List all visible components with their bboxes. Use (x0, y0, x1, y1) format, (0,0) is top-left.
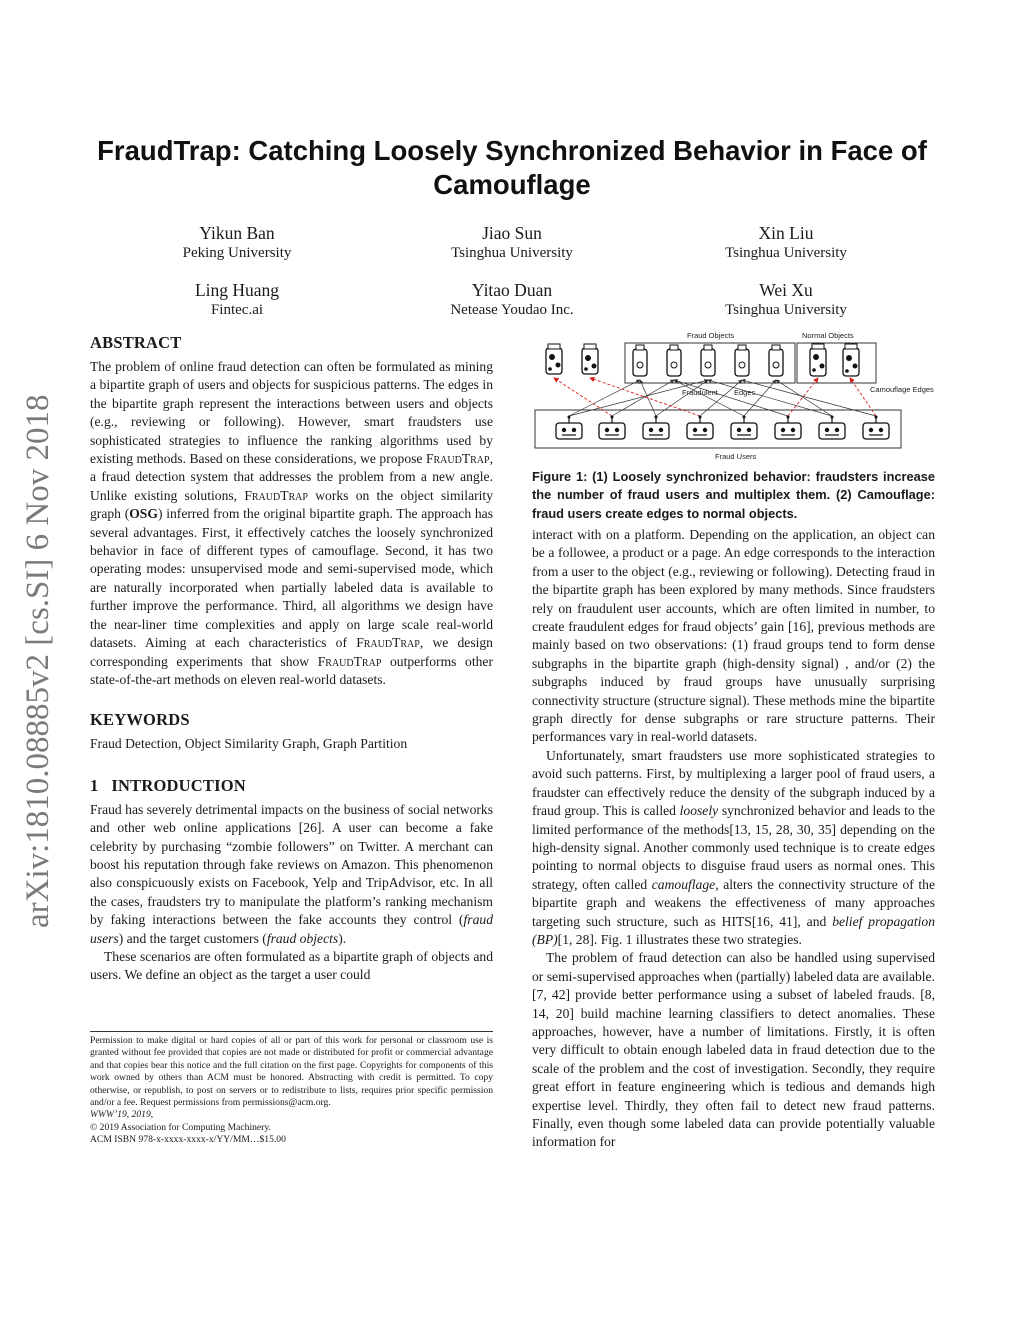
fraudulent-edges (569, 380, 876, 416)
author-block (656, 279, 916, 320)
author-block (107, 222, 367, 263)
fraud-object-icon (769, 345, 783, 376)
fraud-object-icon (735, 345, 749, 376)
abstract-heading: ABSTRACT (90, 333, 182, 352)
fraud-user-icon (556, 416, 582, 440)
author-affiliation: Peking University (182, 245, 292, 261)
figure-caption: Figure 1: (1) Loosely synchronized behavior: fraudsters increase the number of fraud users and multiplex them. (2) Camouflage: fraud users create edges to normal objects. (532, 469, 935, 521)
fraud-user-icon (687, 416, 713, 440)
fraud-users-box (535, 410, 901, 448)
normal-objects-box (797, 343, 876, 383)
author-name: Yikun Ban (199, 223, 275, 243)
permission-text: Permission to make digital or hard copies of all or part of this work for personal or classroom use is granted without fee provided that copies are not made or distributed for profit or commercial advantage and that copies bear this notice and the full citation on the first page. Copyrights for components of this work owned by others than ACM must be honored. Abstracting with credit is permitted. To copy otherwise, or republish, to post on servers or to redistribute to lists, requires prior specific permission and/or a fee. Request permissions from permissions@acm.org. (90, 1035, 493, 1109)
author-affiliation: Tsinghua University (725, 245, 847, 261)
fraud-object-icon (633, 345, 647, 376)
body-paragraph: Unfortunately, smart fraudsters use more sophisticated strategies to avoid such patterns. First, by multiplexing a larger pool of fraud users, a fraudster can effectively reduce the density of the subgraph induced by a fraud group. This is called loosely synchronized behavior and leads to the limited performance of the methods[13, 15, 28, 30, 35] depending on the high-density signal. Another commonly used technique is to create edges pointing to normal objects to disguise fraud users as normal ones. This strategy, often called camouflage, alters the connectivity structure of the bipartite graph and weakens the effectiveness of many approaches targeting such structure, such as HITS[16, 41], and belief propagation (BP)[1, 28]. Fig. 1 illustrates these two strategies. (532, 747, 936, 947)
copyright-footnote (90, 1031, 493, 1147)
author-name: Yitao Duan (471, 280, 553, 300)
normal-objects-label: Normal Objects (802, 331, 854, 340)
normal-object-icon (810, 344, 826, 376)
author-affiliation: Netease Youdao Inc. (450, 302, 574, 318)
venue-text: WWW’19, 2019, (90, 1109, 154, 1121)
arxiv-id: arXiv:1810.08885v2 [cs.SI] 6 Nov 2018 (20, 394, 56, 928)
author-block (107, 279, 367, 320)
normal-object-icon (546, 344, 562, 374)
intro-paragraph: Fraud has severely detrimental impacts on the business of social networks and other web online applications [26]. A user can become a fake celebrity by purchasing “zombie followers” on Twitter. A merchant can boost his reputation through fake reviews on Amazon. This phenomenon also conspicuously exists on Facebook, Yelp and TripAdvisor, etc. In all the cases, fraudsters try to manipulate the platform’s ranking mechanism by faking interactions between the fake accounts they control (fraud users) and the target customers (fraud objects). (90, 801, 493, 946)
author-block (382, 279, 642, 320)
camouflage-edges-label: Camouflage Edges (870, 385, 934, 394)
author-name: Jiao Sun (482, 223, 542, 243)
author-block (382, 222, 642, 263)
fraud-object-icon (701, 345, 715, 376)
fraud-user-icon (819, 416, 845, 440)
fraud-objects-label: Fraud Objects (687, 331, 735, 340)
edges-label: Edges (734, 388, 756, 397)
abstract-text: The problem of online fraud detection can often be formulated as mining a bipartite graph of users and objects for suspicious patterns. The edges in the bipartite graph represent the interactions between users and objects (e.g., reviewing or following). However, smart fraudsters use sophisticated strategies to influence the ranking algorithms used by existing methods. Based on these considerations, we propose FraudTrap, a fraud detection system that addresses the problem from a new angle. Unlike existing solutions, FraudTrap works on the object similarity graph (OSG) inferred from the original bipartite graph. The approach has several advantages. First, it effectively catches the loosely synchronized behavior in face of different types of camouflage. Second, it has two operating modes: unsupervised mode and semi-supervised mode, which are naturally incorporated when partially labeled data is available to further improve the performance. Third, all algorithms we design have the near-liner time complexities and apply on large scale real-world datasets. Aiming at each characteristics of FraudTrap, we design corresponding experiments that show FraudTrap outperforms other state-of-the-art methods on eleven real-world datasets. (90, 359, 493, 687)
fraud-user-icon (731, 416, 757, 440)
normal-object-icon (843, 344, 859, 376)
fraud-users-label: Fraud Users (715, 452, 757, 461)
left-column (90, 332, 493, 985)
body-paragraph: interact with on a platform. Depending on the application, an object can be a followee, a product or a page. An edge corresponds to the interaction from a user to the object (e.g., reviewing or following). Detecting fraud in the bipartite graph has been explored by many methods. Since fraudsters rely on fraudulent user accounts, which are often limited in number, to create fraudulent edges for fraud objects’ gain [16], previous methods are mainly based on two observations: (1) fraud groups tend to form dense subgraphs in the bipartite graph (high-density signal) , and/or (2) the subgraphs induced by fraud groups have unusually surprising connectivity structure (structure signal). These methods mine the bipartite graph directly for dense subgraphs or rare structure patterns. Their performances vary in real-world datasets. (532, 527, 935, 745)
intro-paragraph: These scenarios are often formulated as a bipartite graph of objects and users. We define an object as the target a user could (90, 948, 493, 983)
fraud-user-icon (775, 416, 801, 440)
normal-object-icon (582, 344, 598, 374)
figure-1 (532, 330, 936, 462)
fraud-object-icon (667, 345, 681, 376)
author-name: Ling Huang (194, 280, 280, 300)
fraud-user-icon (863, 416, 889, 440)
author-name: Wei Xu (759, 280, 813, 300)
isbn-text: ACM ISBN 978-x-xxxx-xxxx-x/YY/MM…$15.00 (90, 1134, 286, 1146)
author-block (656, 222, 916, 263)
intro-heading: 1 INTRODUCTION (90, 775, 246, 795)
fraudulent-label: Fraudulent (682, 388, 718, 397)
right-column (532, 526, 935, 1152)
copyright-text: © 2019 Association for Computing Machinery. (90, 1121, 271, 1133)
author-affiliation: Fintec.ai (210, 302, 264, 318)
author-name: Xin Liu (758, 223, 814, 243)
fraud-user-icon (599, 416, 625, 440)
paper-title: FraudTrap: Catching Loosely Synchronized Behavior in Face of Camouflage (97, 135, 927, 200)
body-paragraph: The problem of fraud detection can also be handled using supervised or semi-supervised approaches when (partially) labeled data are available. [7, 42] provide better performance using a subset of labeled frauds. [8, 14, 20] build machine learning classifiers to detect anomalies. These approaches, however, have a number of limitations. Firstly, it is often very difficult to obtain enough labeled data in fraud detection due to the scale of the problem and the cost of investigation. Secondly, they require great effort in feature engineering which is tedious and demands high expertise level. Thirdly, they often fail to detect new fraud patterns. Finally, even though some labeled data can provide potentially valuable information for (532, 950, 935, 1150)
author-affiliation: Tsinghua University (725, 302, 847, 318)
keywords-text: Fraud Detection, Object Similarity Graph, Graph Partition (90, 736, 408, 752)
arxiv-stamp (10, 370, 60, 930)
author-affiliation: Tsinghua University (451, 245, 573, 261)
keywords-heading: KEYWORDS (90, 710, 190, 730)
fraud-user-icon (643, 416, 669, 440)
